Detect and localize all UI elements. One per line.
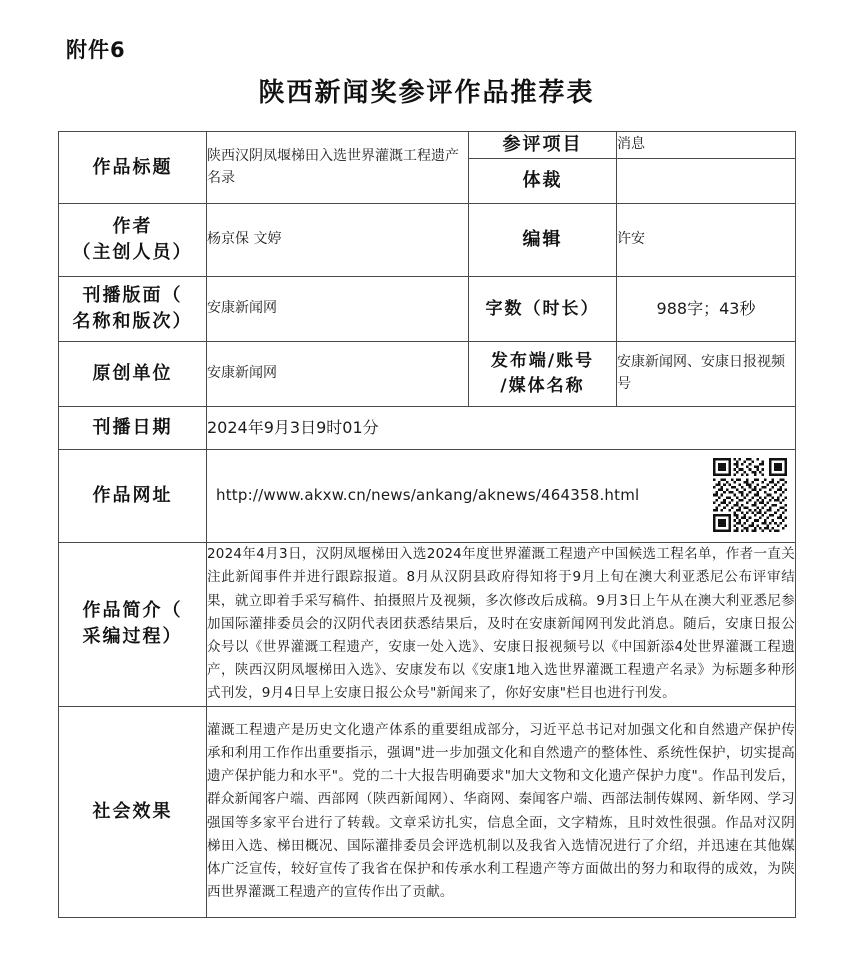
table-row — [59, 450, 796, 543]
row-label-editor: 编辑 — [469, 204, 617, 277]
row-label-social-effect: 社会效果 — [59, 706, 207, 917]
table-row — [59, 342, 796, 407]
table-row — [59, 204, 796, 277]
row-value-summary: 2024年4月3日，汉阴凤堰梯田入选2024年度世界灌溉工程遗产中国候选工程名单，作者一直关注此新闻事件并进行跟踪报道。8月从汉阴县政府得知将于9月上旬在澳大利亚悉尼公布评审结果，就立即着手采写稿件、拍摄照片及视频，多次修改后成稿。9月3日上午从在澳大利亚悉尼参加国际灌排委员会的汉阴代表团获悉结果后，及时在安康新闻网刊发此消息。随后，安康日报公众号以《世界灌溉工程遗产，安康一处入选》、安康日报视频号以《中国新添4处世界灌溉工程遗产，陕西汉阴凤堰梯田入选》、安康发布以《安康1地入选世界灌溉工程遗产名录》为标题多种形式刊发，9月4日早上安康日报公众号"新闻来了，你好安康"栏目也进行刊发。 — [207, 543, 796, 707]
row-label-platform — [469, 342, 617, 407]
row-value-publication-page: 安康新闻网 — [207, 277, 469, 342]
row-value-publish-date: 2024年9月3日9时01分 — [207, 407, 796, 450]
row-label-original-unit: 原创单位 — [59, 342, 207, 407]
row-label-summary — [59, 543, 207, 707]
page-title: 陕西新闻奖参评作品推荐表 — [258, 78, 595, 108]
row-label-publication-page-line2: 名称和版次） — [72, 311, 193, 333]
row-value-platform: 安康新闻网、安康日报视频号 — [617, 342, 796, 407]
table-row — [59, 543, 796, 707]
row-value-editor: 许安 — [617, 204, 796, 277]
recommendation-form-table — [58, 131, 796, 918]
row-label-publication-page — [59, 277, 207, 342]
row-label-genre: 体裁 — [469, 159, 617, 204]
row-value-title: 陕西汉阴凤堰梯田入选世界灌溉工程遗产名录 — [207, 132, 469, 204]
row-value-author: 杨京保 文婷 — [207, 204, 469, 277]
row-value-social-effect: 灌溉工程遗产是历史文化遗产体系的重要组成部分，习近平总书记对加强文化和自然遗产保护传承和利用工作作出重要指示，强调"进一步加强文化和自然遗产的整体性、系统性保护，切实提高遗产保护能力和水平"。党的二十大报告明确要求"加大文物和文化遗产保护力度"。作品刊发后，群众新闻客户端、西部网（陕西新闻网）、华商网、秦闻客户端、西部法制传媒网、新华网、学习强国等多家平台进行了转载。文章采访扎实，信息全面，文字精炼，且时效性很强。作品对汉阴梯田入选、梯田概况、国际灌排委员会评选机制以及我省入选情况进行了介绍，并迅速在其他媒体广泛宣传，较好宣传了我省在保护和传承水利工程遗产等方面做出的努力和取得的成效，为陕西世界灌溉工程遗产的宣传作出了贡献。 — [207, 706, 796, 917]
row-label-author-line1: 作者 — [112, 216, 153, 237]
row-value-url-cell — [207, 450, 796, 543]
row-label-publish-date: 刊播日期 — [59, 407, 207, 450]
row-value-category: 消息 — [617, 132, 796, 159]
row-label-author — [59, 204, 207, 277]
row-label-url: 作品网址 — [59, 450, 207, 543]
table-row — [59, 706, 796, 917]
row-label-summary-line2: 采编过程） — [82, 626, 183, 648]
attachment-label: 附件6 — [66, 38, 126, 62]
table-row — [59, 277, 796, 342]
row-label-category: 参评项目 — [469, 132, 617, 159]
row-label-title: 作品标题 — [59, 132, 207, 204]
row-label-author-line2: （主创人员） — [72, 242, 193, 264]
row-value-wordcount: 988字；43秒 — [617, 277, 796, 342]
row-label-wordcount: 字数（时长） — [469, 277, 617, 342]
row-value-genre — [617, 159, 796, 204]
table-row — [59, 407, 796, 450]
row-label-publication-page-line1: 刊播版面（ — [82, 285, 183, 306]
qr-code-icon — [713, 458, 787, 532]
work-url-link[interactable]: http://www.akxw.cn/news/ankang/aknews/464358.html — [216, 486, 640, 505]
row-value-original-unit: 安康新闻网 — [207, 342, 469, 407]
row-label-platform-line1: 发布端/账号 — [490, 351, 595, 372]
table-row — [59, 132, 796, 159]
row-label-platform-line2: /媒体名称 — [500, 376, 585, 397]
row-label-summary-line1: 作品简介（ — [82, 600, 183, 622]
